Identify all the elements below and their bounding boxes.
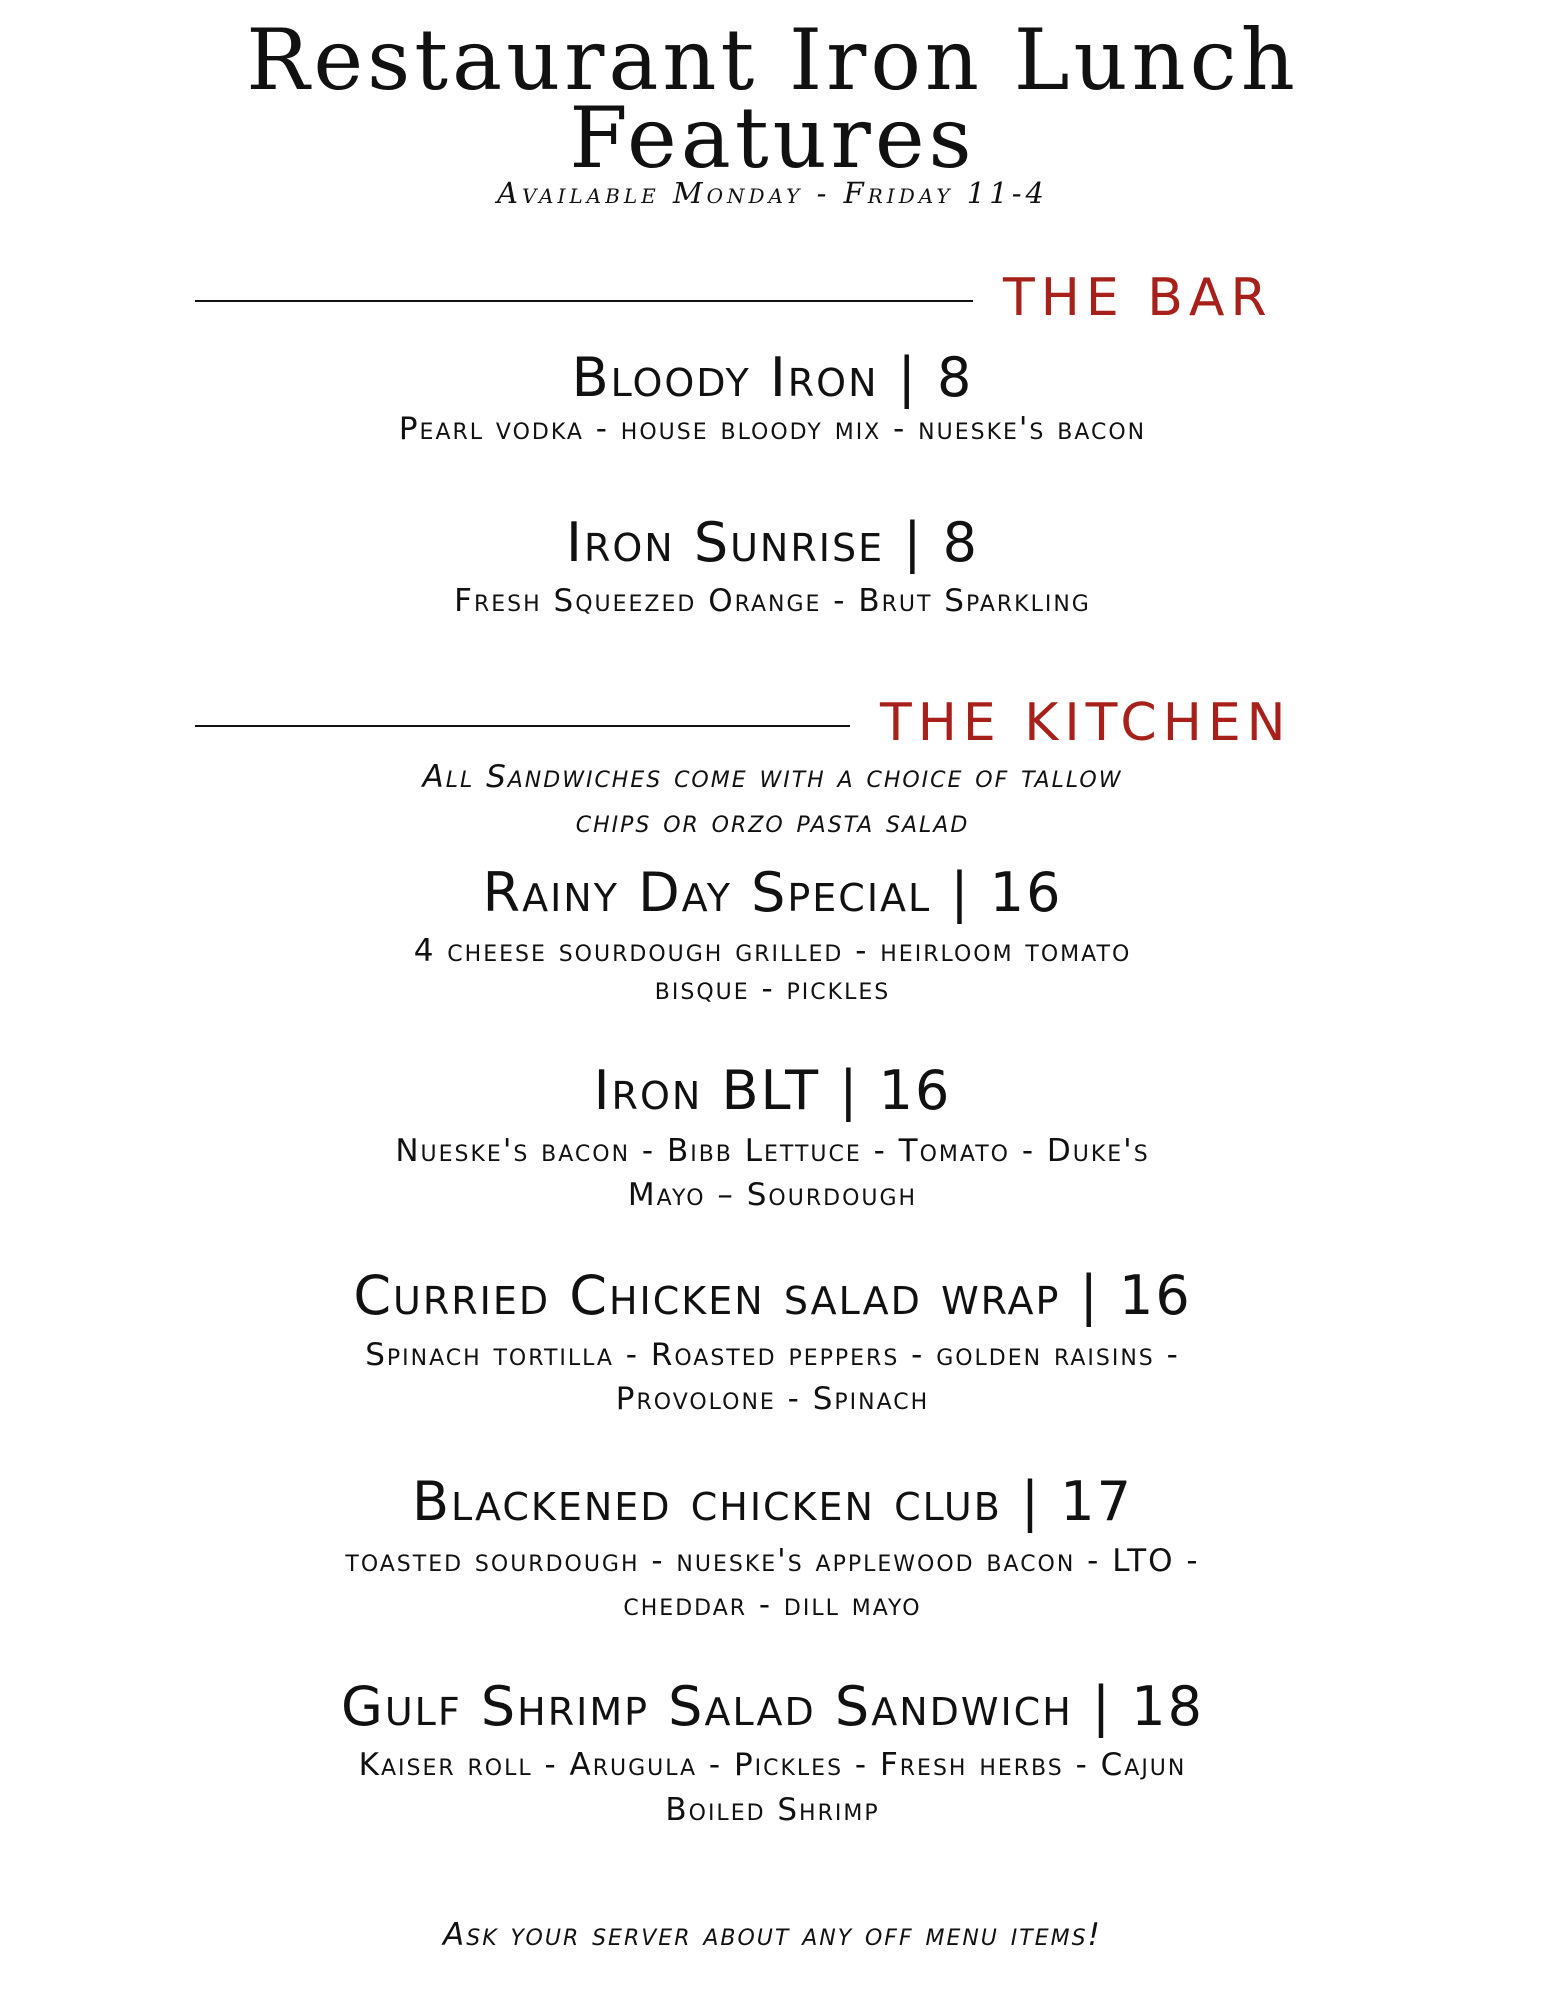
menu-item-description: bisque - pickles <box>654 971 891 1007</box>
menu-item-description: Kaiser roll - Arugula - Pickles - Fresh herbs - Cajun <box>358 1747 1187 1783</box>
menu-item-name: Rainy Day Special | 16 <box>482 861 1063 924</box>
menu-item-description: toasted sourdough - nueske's applewood bacon - LTO - <box>345 1543 1200 1579</box>
menu-item-description: Pearl vodka - house bloody mix - nueske's bacon <box>398 411 1147 447</box>
menu-item-name: Iron BLT | 16 <box>593 1059 952 1122</box>
footer-note: Ask your server about any off menu items! <box>443 1917 1102 1953</box>
kitchen-divider-line <box>195 725 850 727</box>
menu-item-name: Blackened chicken club | 17 <box>411 1470 1134 1533</box>
kitchen-section-heading: THE KITCHEN <box>880 693 1292 753</box>
menu-item-description: Nueske's bacon - Bibb Lettuce - Tomato - Duke's <box>395 1133 1150 1169</box>
menu-title: Restaurant Iron Lunch <box>246 11 1299 109</box>
availability-hours: Available Monday - Friday 11-4 <box>497 176 1048 210</box>
bar-section-heading: THE BAR <box>1003 268 1273 328</box>
bar-divider-line <box>195 300 973 302</box>
menu-item-name: Curried Chicken salad wrap | 16 <box>353 1264 1192 1327</box>
sandwich-side-note: All Sandwiches come with a choice of tallow <box>422 759 1123 795</box>
menu-item-description: Boiled Shrimp <box>665 1792 880 1828</box>
menu-item-description: Mayo – Sourdough <box>627 1177 918 1213</box>
menu-title-line2: Features <box>569 89 976 187</box>
menu-item-description: Fresh Squeezed Orange - Brut Sparkling <box>454 583 1091 619</box>
menu-item-name: Bloody Iron | 8 <box>571 346 974 409</box>
menu-item-description: Spinach tortilla - Roasted peppers - golden raisins - <box>365 1337 1180 1373</box>
sandwich-side-note: chips or orzo pasta salad <box>575 804 970 840</box>
menu-item-description: cheddar - dill mayo <box>623 1587 922 1623</box>
menu-item-description: 4 cheese sourdough grilled - heirloom tomato <box>413 933 1132 969</box>
menu-item-description: Provolone - Spinach <box>615 1381 930 1417</box>
menu-item-name: Gulf Shrimp Salad Sandwich | 18 <box>341 1675 1204 1738</box>
menu-item-name: Iron Sunrise | 8 <box>566 511 979 574</box>
